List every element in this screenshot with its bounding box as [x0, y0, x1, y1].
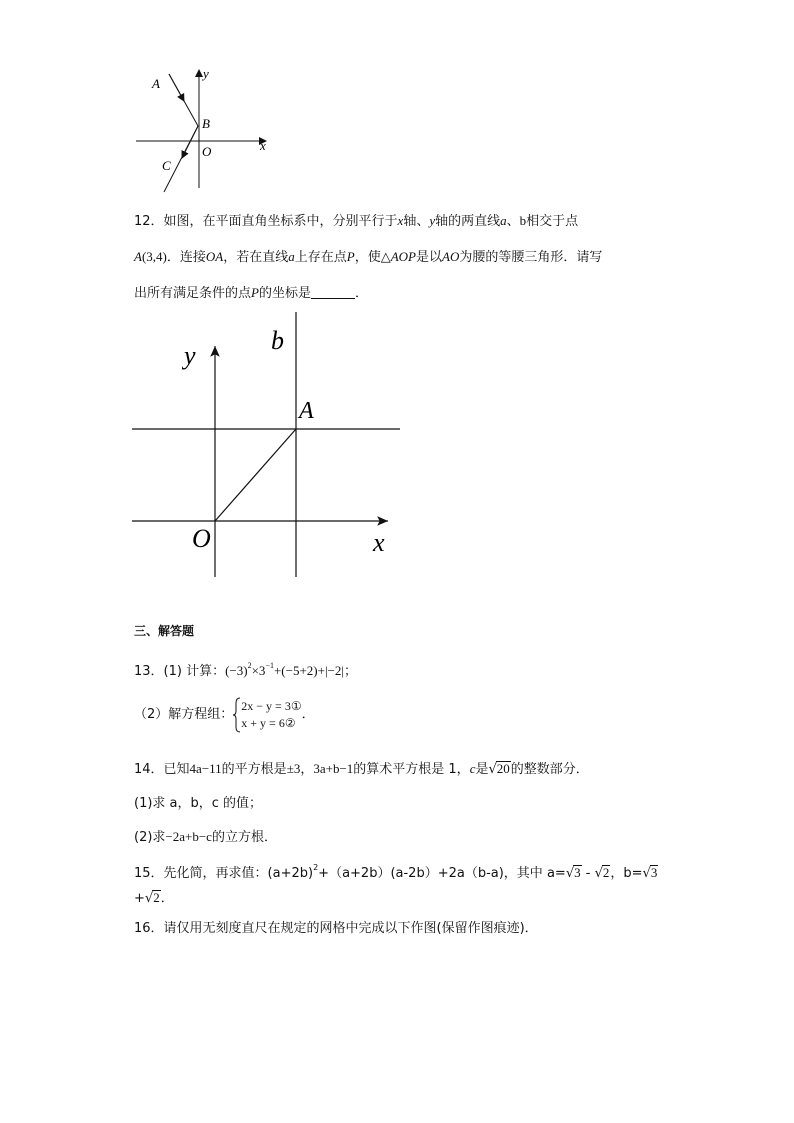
sqrt-symbol: √ — [565, 866, 575, 881]
fig1-ray-ab-arrow — [169, 74, 184, 101]
fig1-label-b: B — [202, 116, 210, 131]
sqrt-symbol: √ — [488, 762, 497, 777]
q12-line-3: 出所有满足条件的点P的坐标是 ． — [134, 285, 368, 301]
q15-line-1: 15．先化简，再求值：$(a+2b)^2+(a+2b)(a-2b)+2a(b-a)$，其中 a=√3 - √2，b=√3 — [134, 863, 658, 881]
equation-system: 2x − y = 3① x + y = 6② — [241, 699, 302, 730]
sqrt-symbol: √ — [594, 866, 603, 881]
fig2-label-x: x — [373, 528, 385, 557]
fig2-label-b: b — [271, 326, 284, 355]
question-16: 16．请仅用无刻度直尺在规定的网格中完成以下作图(保留作图痕迹)． — [134, 921, 538, 936]
fig2-label-o: O — [192, 524, 211, 553]
fig1-label-y: y — [203, 66, 209, 81]
fig2-segment-oa — [215, 429, 296, 521]
fig1-label-o: O — [202, 144, 212, 159]
q13-part-2: （2）解方程组：2x − y = 3① x + y = 6②． — [134, 697, 315, 733]
figure-1-ray-diagram — [128, 64, 278, 194]
fig2-label-a: A — [299, 398, 314, 424]
fig1-ray-bc-arrow — [182, 126, 198, 158]
equation-brace — [233, 697, 241, 733]
q15-line-2: +√2． — [134, 890, 174, 906]
q14-line-1: 14．已知4a−11的平方根是±3，3a+b−1的算术平方根是 1，c是√20的整数部分． — [134, 761, 589, 777]
figure-2-coordinate-plane — [126, 306, 406, 586]
fig1-label-c: C — [162, 158, 171, 173]
q12-line-2: A(3,4)．连接OA，若在直线a上存在点P，使△AOP是以AO为腰的等腰三角形．请写 — [134, 249, 603, 265]
q12-line-1: 12．如图，在平面直角坐标系中，分别平行于x轴、y轴的两直线a、b相交于点 — [134, 213, 579, 229]
q14-sub-2: (2)求−2a+b−c的立方根． — [134, 829, 277, 845]
q13-part-1: 13．(1) 计算：$(-3)^2\times 3^{-1}+(-5+2)+|-2|$； — [134, 661, 357, 679]
fig2-label-y: y — [184, 341, 196, 370]
sqrt-symbol: √ — [642, 866, 651, 881]
q14-sub-1: (1)求 a，b，c 的值； — [134, 796, 263, 811]
fig1-label-x: x — [260, 138, 266, 153]
sqrt-symbol: √ — [144, 891, 154, 906]
answer-blank[interactable] — [311, 284, 355, 299]
fig1-label-a: A — [152, 76, 160, 91]
section-title: 三、解答题 — [134, 624, 195, 638]
